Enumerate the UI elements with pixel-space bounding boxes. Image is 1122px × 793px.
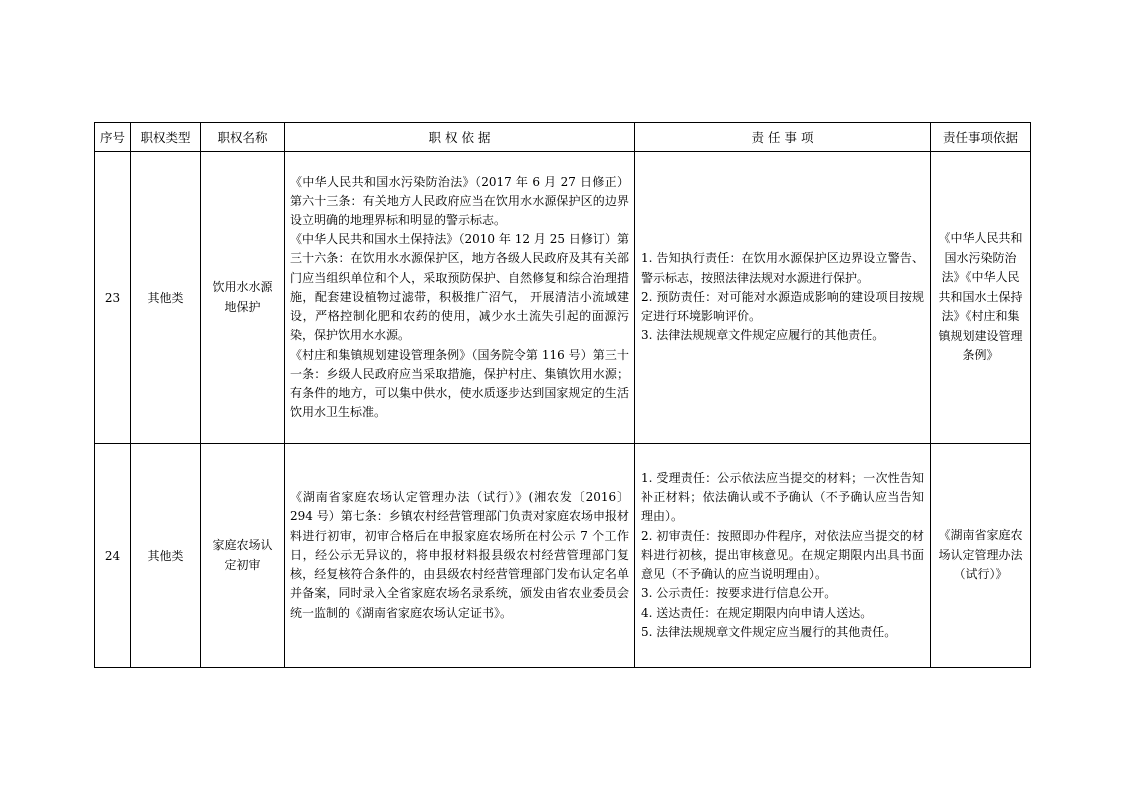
header-duty-basis: 责任事项依据 [931,123,1031,152]
header-name: 职权名称 [201,123,285,152]
header-row [95,123,1031,152]
duty-item: 2. 初审责任：按照即办件程序，对依法应当提交的材料进行初核，提出审核意见。在规定期限内出具书面意见（不予确认的应当说明理由）。 [641,528,924,582]
row-basis [285,444,635,668]
row-seq: 24 [95,444,131,668]
header-basis: 职 权 依 据 [285,123,635,152]
table-row [95,444,1031,668]
duty-item: 1. 告知执行责任：在饮用水源保护区边界设立警告、警示标志，按照法律法规对水源进行保护。 [641,251,924,285]
duty-item: 3. 法律法规规章文件规定应履行的其他责任。 [641,328,885,343]
duty-item: 3. 公示责任：按要求进行信息公开。 [641,586,837,601]
row-duties [635,152,931,444]
basis-paragraph: 《村庄和集镇规划建设管理条例》（国务院令第 116 号）第三十一条：乡级人民政府应当采取措施，保护村庄、集镇饮用水源；有条件的地方，可以集中供水，使水质逐步达到国家规定的生活饮用水卫生标准。 [290,347,629,420]
authority-table [94,122,1031,668]
table-row [95,152,1031,444]
row-name: 家庭农场认定初审 [201,444,285,668]
basis-paragraph: 《湖南省家庭农场认定管理办法（试行）》(湘农发〔2016〕294 号）第七条：乡镇农村经营管理部门负责对家庭农场申报材料进行初审，初审合格后在申报家庭农场所在村公示 7 个工作日，经公示无异议的，将申报材料报县级农村经营管理部门复核，经复核符合条件的，由县级农村经营管理部门发布认定名单并备案，同时录入全省家庭农场名录系统，颁发由省农业委员会统一监制的《湖南省家庭农场认定证书》。 [290,490,629,620]
header-type: 职权类型 [131,123,201,152]
row-duty-basis: 《湖南省家庭农场认定管理办法（试行）》 [931,444,1031,668]
duty-item: 5. 法律法规规章文件规定应当履行的其他责任。 [641,624,897,639]
row-type: 其他类 [131,444,201,668]
row-duty-basis: 《中华人民共和国水污染防治法》《中华人民共和国水土保持法》《村庄和集镇规划建设管理条例》 [931,152,1031,444]
header-duties: 责 任 事 项 [635,123,931,152]
row-seq: 23 [95,152,131,444]
row-basis [285,152,635,444]
basis-paragraph: 《中华人民共和国水土保持法》（2010 年 12 月 25 日修订）第三十六条：在饮用水水源保护区，地方各级人民政府及其有关部门应当组织单位和个人，采取预防保护、自然修复和综合治理措施，配套建设植物过滤带，积极推广沼气， 开展清洁小流域建设，严格控制化肥和农药的使用，减少水土流失引起的面源污染，保护饮用水水源。 [290,232,629,343]
duty-item: 1. 受理责任：公示依法应当提交的材料；一次性告知补正材料；依法确认或不予确认（不予确认应当告知理由）。 [641,471,924,524]
row-duties [635,444,931,668]
duty-item: 4. 送达责任：在规定期限内向申请人送达。 [641,605,873,620]
basis-paragraph: 《中华人民共和国水污染防治法》（2017 年 6 月 27 日修正）第六十三条：有关地方人民政府应当在饮用水水源保护区的边界设立明确的地理界标和明显的警示标志。 [290,174,629,228]
header-seq: 序号 [95,123,131,152]
row-name: 饮用水水源地保护 [201,152,285,444]
row-type: 其他类 [131,152,201,444]
duty-item: 2. 预防责任：对可能对水源造成影响的建设项目按规定进行环境影响评价。 [641,289,924,324]
